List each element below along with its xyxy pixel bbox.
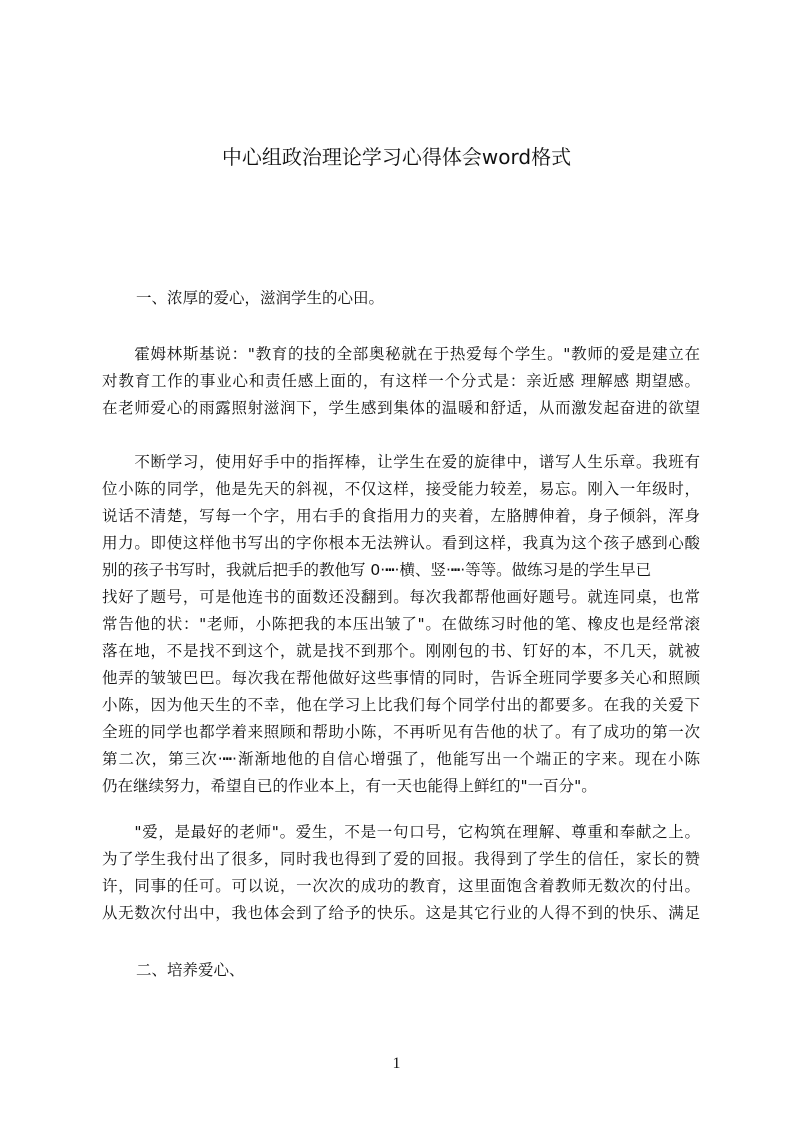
paragraph-line: 常告他的状："老师，小陈把我的本压出皱了"。在做练习时他的笔、橡皮也是经常滚: [102, 615, 700, 633]
section-heading-1: 一、浓厚的爱心，滋润学生的心田。: [136, 289, 385, 307]
document-title: 中心组政治理论学习心得体会word格式: [221, 145, 572, 169]
paragraph-line: 说话不清楚，写每一个字，用右手的食指用力的夹着，左胳膊伸着，身子倾斜，浑身: [102, 507, 700, 525]
paragraph-line: 为了学生我付出了很多，同时我也得到了爱的回报。我得到了学生的信任，家长的赞: [102, 850, 700, 868]
paragraph-line: 霍姆林斯基说："教育的技的全部奥秘就在于热爱每个学生。"教师的爱是建立在: [102, 345, 700, 363]
paragraph-line: "爱，是最好的老师"。爱生，不是一句口号，它构筑在理解、尊重和奉献之上。: [102, 823, 700, 841]
paragraph-line: 位小陈的同学，他是先天的斜视，不仅这样，接受能力较差，易忘。刚入一年级时，: [102, 480, 700, 498]
paragraph-line: 小陈，因为他天生的不幸，他在学习上比我们每个同学付出的都要多。在我的关爱下: [102, 696, 700, 714]
paragraph-line: 在老师爱心的雨露照射滋润下，学生感到集体的温暖和舒适，从而激发起奋进的欲望: [102, 399, 700, 417]
paragraph-line: 仍在继续努力，希望自已的作业本上，有一天也能得上鲜红的"一百分"。: [102, 777, 597, 795]
paragraph-line: 找好了题号，可是他连书的面数还没翻到。每次我都帮他画好题号。就连同桌，也常: [102, 588, 700, 606]
page-number: 1: [392, 1055, 401, 1072]
paragraph-line: 别的孩子书写时，我就后把手的教他写 0·┅·横、竖·┅·等等。做练习是的学生早已: [102, 561, 652, 579]
paragraph-line: 他弄的皱皱巴巴。每次我在帮他做好这些事情的同时，告诉全班同学要多关心和照顾: [102, 669, 700, 687]
paragraph-line: 用力。即使这样他书写出的字你根本无法辨认。看到这样，我真为这个孩子感到心酸: [102, 534, 700, 552]
paragraph-line: 许，同事的任可。可以说，一次次的成功的教育，这里面饱含着教师无数次的付出。: [102, 877, 700, 895]
section-heading-2: 二、培养爱心、: [136, 961, 245, 979]
paragraph-line: 不断学习，使用好手中的指挥棒，让学生在爱的旋律中，谱写人生乐章。我班有: [102, 453, 700, 471]
paragraph-line: 第二次，第三次·┅·渐渐地他的自信心增强了，他能写出一个端正的字来。现在小陈: [102, 750, 700, 768]
paragraph-line: 全班的同学也都学着来照顾和帮助小陈，不再听见有告他的状了。有了成功的第一次: [102, 723, 700, 741]
paragraph-line: 落在地，不是找不到这个，就是找不到那个。刚刚包的书、钉好的本，不几天，就被: [102, 642, 700, 660]
paragraph-line: 从无数次付出中，我也体会到了给予的快乐。这是其它行业的人得不到的快乐、满足: [102, 904, 700, 922]
paragraph-line: 对教育工作的事业心和责任感上面的，有这样一个分式是：亲近感 理解感 期望感。: [102, 372, 700, 390]
